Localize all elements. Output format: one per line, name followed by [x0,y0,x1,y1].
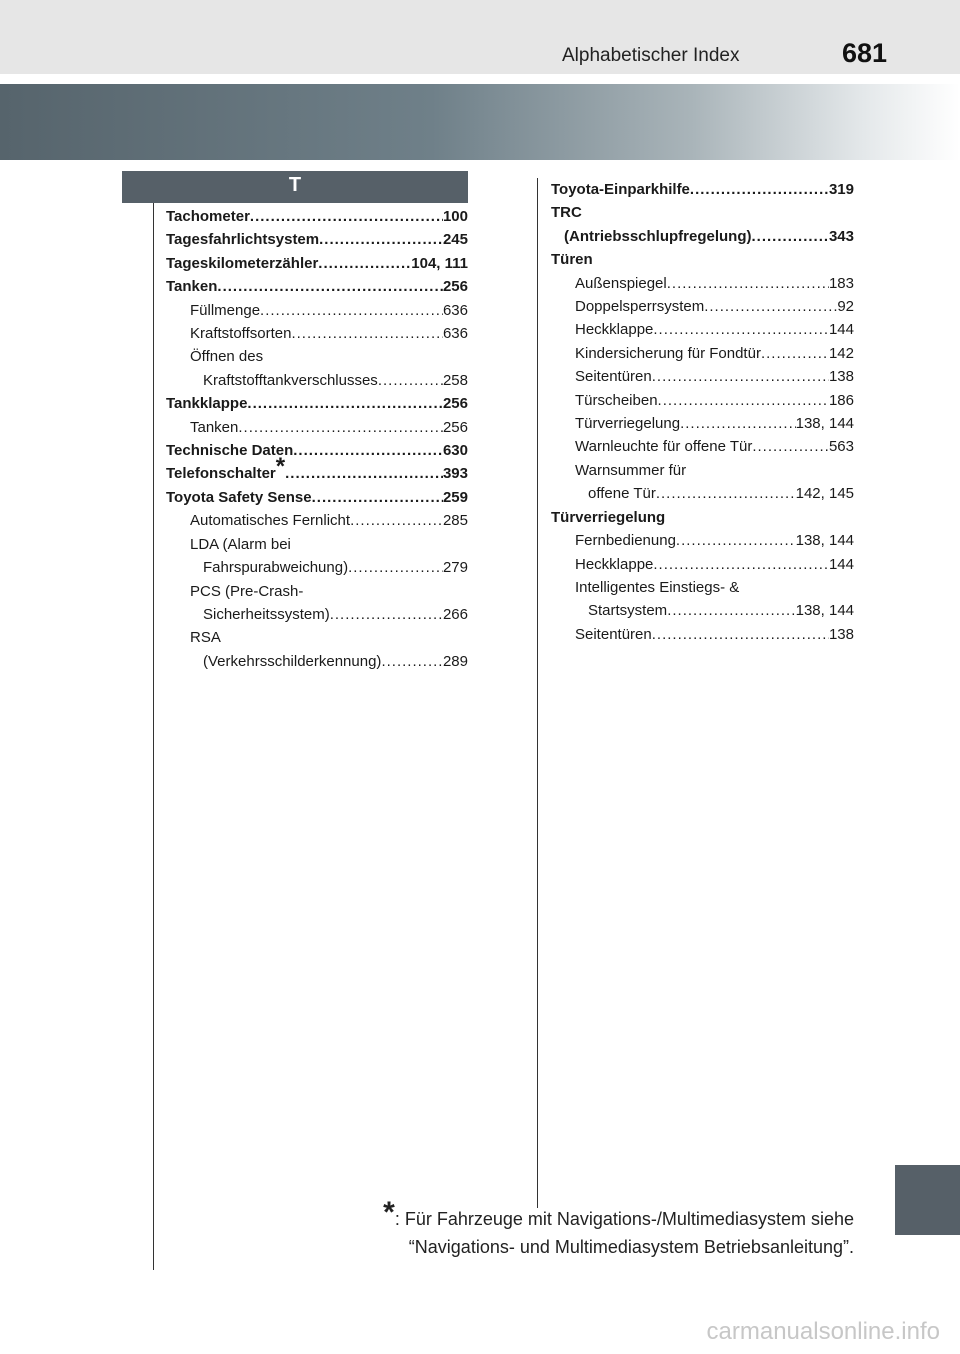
header-gradient-band [0,84,960,160]
index-subentry[interactable]: offene Tür ..... 142, 145 [551,482,854,505]
footnote-star-icon: * [383,1196,395,1229]
index-subentry[interactable]: Automatisches Fernlicht ..... 285 [166,509,468,532]
index-entry[interactable]: Tagesfahrlichtsystem ..... 245 [166,228,468,251]
index-subentry[interactable]: Seitentüren ..... 138 [551,623,854,646]
index-subentry-line: Intelligentes Einstiegs- & [575,578,740,596]
index-subentry[interactable]: Doppelsperrsystem ..... 92 [551,295,854,318]
index-entry-line: Türverriegelung [551,508,666,526]
index-subentry[interactable]: (Verkehrsschilderkennung) ..... 289 [166,650,468,673]
index-entry[interactable]: Toyota Safety Sense ..... 259 [166,486,468,509]
index-entry[interactable]: Tanken ..... 256 [166,275,468,298]
index-subentry-line: RSA [190,629,221,647]
index-entry[interactable]: Tankklappe ..... 256 [166,392,468,415]
index-subentry[interactable]: Füllmenge ..... 636 [166,299,468,322]
watermark: carmanualsonline.info [706,1318,940,1345]
index-subentry-line: PCS (Pre-Crash- [190,582,304,600]
index-subentry[interactable]: Fernbedienung ..... 138, 144 [551,529,854,552]
left-rule [153,203,154,1270]
chapter-side-tab [895,1165,960,1235]
section-letter: T [288,174,302,196]
index-subentry[interactable]: Heckklappe ..... 144 [551,318,854,341]
index-subentry[interactable]: Außenspiegel ..... 183 [551,272,854,295]
index-subentry[interactable]: Fahrspurabweichung) ..... 279 [166,556,468,579]
footnote-line-1: *: Für Fahrzeuge mit Navigations-/Multimediasystem siehe [383,1196,854,1229]
index-entry[interactable]: Telefonschalter* ..... 393 [166,462,468,485]
index-subentry[interactable]: Türverriegelung ..... 138, 144 [551,412,854,435]
footnote [383,1196,854,1261]
header-title: Alphabetischer Index [562,45,740,66]
index-subentry[interactable]: Kraftstofftankverschlusses ..... 258 [166,369,468,392]
index-subentry-line: LDA (Alarm bei [190,535,291,553]
right-index-column [551,178,854,646]
index-subentry[interactable]: Warnleuchte für offene Tür ..... 563 [551,435,854,458]
index-subentry[interactable]: Startsystem ..... 138, 144 [551,599,854,622]
index-subentry[interactable]: Seitentüren ..... 138 [551,365,854,388]
index-subentry[interactable]: Tanken ..... 256 [166,416,468,439]
page-number: 681 [842,38,888,68]
top-header-strip [0,0,960,74]
index-subentry[interactable]: Heckklappe ..... 144 [551,553,854,576]
footnote-line-2: “Navigations- und Multimediasystem Betriebsanleitung”. [408,1237,854,1257]
index-entry[interactable]: Toyota-Einparkhilfe ..... 319 [551,178,854,201]
center-rule [537,178,538,1208]
index-subentry[interactable]: Kraftstoffsorten ..... 636 [166,322,468,345]
index-subentry-line: Warnsummer für [575,461,687,479]
index-entry[interactable]: Technische Daten ..... 630 [166,439,468,462]
section-header-bar [122,171,468,203]
index-entry[interactable]: (Antriebsschlupfregelung) ..... 343 [551,225,854,248]
index-subentry-line: Öffnen des [190,348,264,366]
left-index-column [166,205,468,673]
index-subentry[interactable]: Kindersicherung für Fondtür ..... 142 [551,342,854,365]
footnote-star-icon: * [275,453,286,481]
index-entry[interactable]: Tageskilometerzähler ..... 104, 111 [166,252,468,275]
index-entry-line: Türen [551,251,593,269]
index-entry[interactable]: Tachometer ..... 100 [166,205,468,228]
index-subentry[interactable]: Türscheiben ..... 186 [551,389,854,412]
index-entry-line: TRC [551,204,582,222]
index-subentry[interactable]: Sicherheitssystem) ..... 266 [166,603,468,626]
